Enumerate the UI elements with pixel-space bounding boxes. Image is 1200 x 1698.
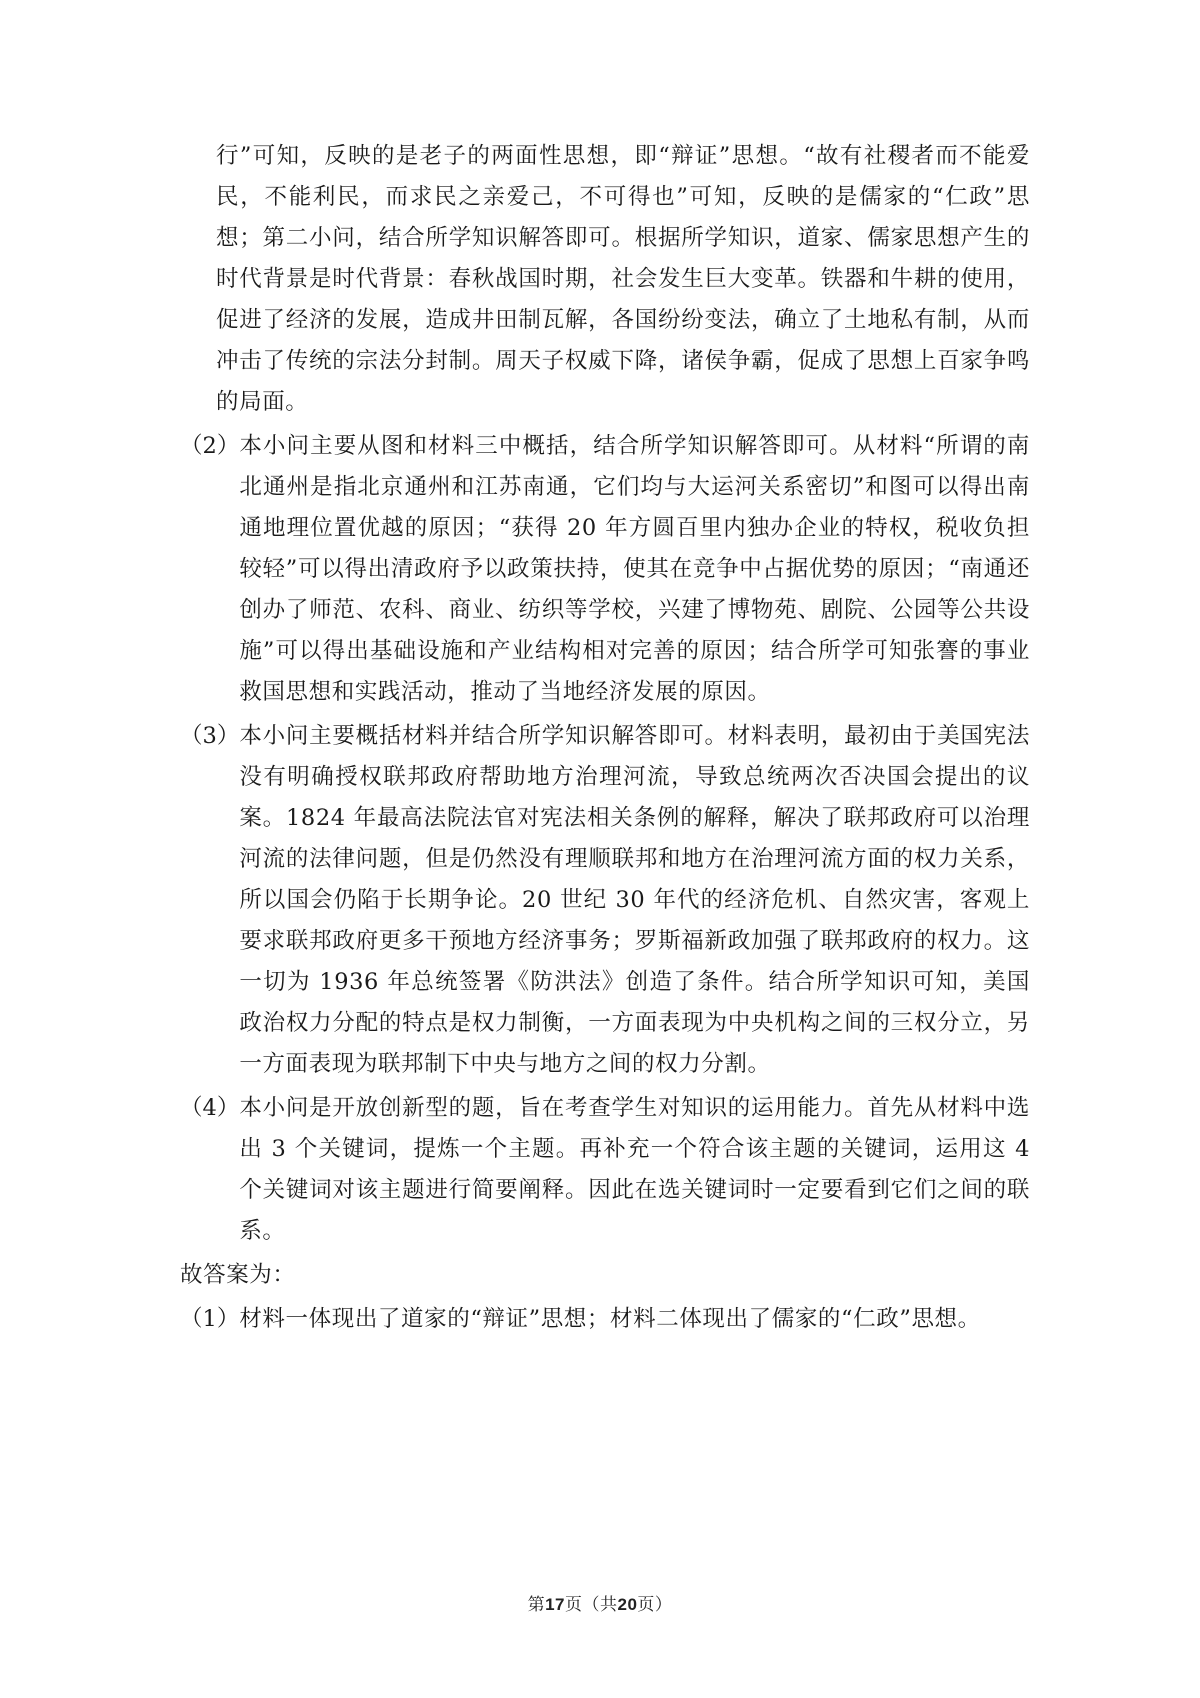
item-text: 本小问主要概括材料并结合所学知识解答即可。材料表明，最初由于美国宪法没有明确授权联邦政府帮助地方治理河流，导致总统两次否决国会提出的议案。1824 年最高法院法官对宪法相关条例的解释，解决了联邦政府可以治理河流的法律问题，但是仍然没有理顺联邦和地方在治理河流方面的权力关系，所以国会仍陷于长期争论。20 世纪 30 年代的经济危机、自然灾害，客观上要求联邦政府更多干预地方经济事务；罗斯福新政加强了联邦政府的权力。这一切为 1936 年总统签署《防洪法》创造了条件。结合所学知识可知，美国政治权力分配的特点是权力制衡，一方面表现为中央机构之间的三权分立，另一方面表现为联邦制下中央与地方之间的权力分割。	[239, 723, 1030, 1077]
footer-suffix: 页）	[637, 1595, 673, 1615]
page-content	[180, 136, 1030, 1340]
footer-prefix: 第	[527, 1595, 546, 1615]
answer-text: 材料一体现出了道家的“辩证”思想；材料二体现出了儒家的“仁政”思想。	[239, 1306, 981, 1332]
item-text: 本小问是开放创新型的题，旨在考查学生对知识的运用能力。首先从材料中选出 3 个关键词，提炼一个主题。再补充一个符合该主题的关键词，运用这 4 个关键词对该主题进行简要阐释。因此在选关键词时一定要看到它们之间的联系。	[239, 1095, 1030, 1244]
footer-middle: 页（共	[565, 1595, 618, 1615]
answer-number: （1）	[180, 1306, 240, 1332]
item-number: （2）	[180, 433, 240, 459]
answer-item-1	[180, 1299, 1030, 1340]
item-number: （4）	[180, 1095, 240, 1121]
item-text: 本小问主要从图和材料三中概括，结合所学知识解答即可。从材料“所谓的南北通州是指北京通州和江苏南通，它们均与大运河关系密切”和图可以得出南通地理位置优越的原因；“获得 20 年方圆百里内独办企业的特权，税收负担较轻”可以得出清政府予以政策扶持，使其在竞争中占据优势的原因；“南通还创办了师范、农科、商业、纺织等学校，兴建了博物苑、剧院、公园等公共设施”可以得出基础设施和产业结构相对完善的原因；结合所学可知张謇的事业救国思想和实践活动，推动了当地经济发展的原因。	[239, 433, 1030, 705]
continuation-paragraph: 行”可知，反映的是老子的两面性思想，即“辩证”思想。“故有社稷者而不能爱民，不能利民，而求民之亲爱己，不可得也”可知，反映的是儒家的“仁政”思想；第二小问，结合所学知识解答即可。根据所学知识，道家、儒家思想产生的时代背景是时代背景：春秋战国时期，社会发生巨大变革。铁器和牛耕的使用，促进了经济的发展，造成井田制瓦解，各国纷纷变法，确立了土地私有制，从而冲击了传统的宗法分封制。周天子权威下降，诸侯争霸，促成了思想上百家争鸣的局面。	[216, 143, 1030, 415]
page-footer	[0, 1590, 1200, 1615]
footer-total-pages: 20	[617, 1595, 638, 1614]
item-number: （3）	[180, 723, 240, 749]
explanation-item-4	[180, 1088, 1030, 1252]
explanation-item-3	[180, 716, 1030, 1085]
explanation-item-2	[180, 426, 1030, 713]
answer-heading: 故答案为：	[180, 1262, 296, 1288]
footer-page-number: 17	[545, 1595, 565, 1614]
